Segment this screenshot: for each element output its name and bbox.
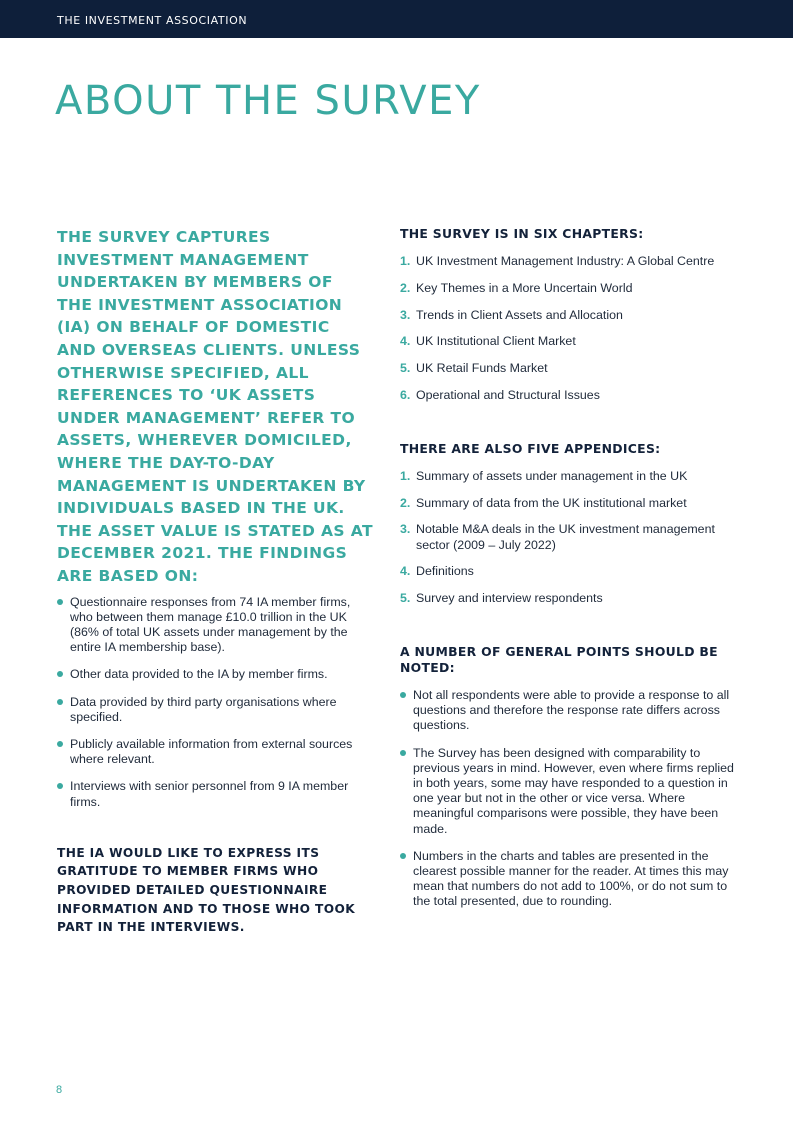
item-number: 2.	[400, 495, 411, 510]
list-item-text: Data provided by third party organisations where specified.	[70, 694, 337, 724]
gratitude-statement: THE IA WOULD LIKE TO EXPRESS ITS GRATITUDE TO MEMBER FIRMS WHO PROVIDED DETAILED QUESTIONNAIRE INFORMATION AND TO THOSE WHO TOOK PART IN THE INTERVIEWS.	[57, 845, 356, 935]
list-item	[400, 522, 740, 552]
list-item	[57, 667, 373, 682]
list-item	[400, 564, 740, 579]
bullet-dot-icon	[400, 853, 406, 859]
appendices-list	[400, 469, 740, 607]
list-item	[400, 388, 740, 403]
findings-sources-list	[57, 595, 373, 810]
spacer	[400, 618, 740, 644]
item-number: 1.	[400, 468, 411, 483]
bullet-dot-icon	[400, 692, 406, 698]
general-points-heading: A NUMBER OF GENERAL POINTS SHOULD BE NOTED:	[400, 643, 718, 675]
item-number: 3.	[400, 522, 411, 537]
list-item-text: Numbers in the charts and tables are presented in the clearest possible manner for the reader. At times this may mean that numbers do not add to 100%, or do not sum to the total presented, due to rounding.	[413, 848, 729, 909]
left-column	[57, 226, 373, 937]
item-text: UK Retail Funds Market	[416, 361, 548, 376]
list-item	[400, 496, 740, 511]
item-text: Operational and Structural Issues	[416, 387, 600, 402]
right-column	[400, 226, 740, 922]
list-item-text: Questionnaire responses from 74 IA member firms, who between them manage £10.0 trillion in the UK (86% of total UK assets under management by the entire IA membership base).	[70, 594, 351, 655]
list-item	[57, 595, 373, 656]
item-number: 3.	[400, 307, 411, 322]
chapters-list	[400, 254, 740, 403]
item-text: UK Investment Management Industry: A Global Centre	[416, 254, 715, 268]
page-number: 8	[56, 1084, 63, 1096]
intro-statement: THE SURVEY CAPTURES INVESTMENT MANAGEMENT UNDERTAKEN BY MEMBERS OF THE INVESTMENT ASSOCIATION (IA) ON BEHALF OF DOMESTIC AND OVERSEAS CLIENTS. UNLESS OTHERWISE SPECIFIED, ALL REFERENCES TO ‘UK ASSETS UNDER MANAGEMENT’ REFER TO ASSETS, WHEREVER DOMICILED, WHERE THE DAY-TO-DAY MANAGEMENT IS UNDERTAKEN BY INDIVIDUALS BASED IN THE UK. THE ASSET VALUE IS STATED AS AT DECEMBER 2021. THE FINDINGS ARE BASED ON:	[57, 228, 373, 585]
list-item	[400, 469, 740, 484]
list-item	[400, 308, 740, 323]
list-item	[400, 334, 740, 349]
list-item	[400, 254, 740, 269]
item-number: 6.	[400, 387, 411, 402]
spacer	[400, 415, 740, 441]
list-item	[400, 746, 740, 837]
general-points-list	[400, 688, 740, 910]
bullet-dot-icon	[57, 783, 63, 789]
list-item	[400, 688, 740, 734]
list-item-text: The Survey has been designed with comparability to previous years in mind. However, even where firms replied in both years, some may have responded to a question in one year but not in the other or vice versa. Where meaningful comparisons were possible, they have been made.	[413, 745, 734, 836]
list-item	[57, 779, 373, 809]
item-text: Summary of data from the UK institutional market	[416, 495, 687, 510]
item-text: UK Institutional Client Market	[416, 334, 576, 349]
list-item	[400, 281, 740, 296]
chapters-heading: THE SURVEY IS IN SIX CHAPTERS:	[400, 226, 644, 241]
page-title: ABOUT THE SURVEY	[55, 78, 481, 124]
list-item	[400, 849, 740, 910]
item-number: 4.	[400, 334, 411, 349]
list-item	[57, 695, 373, 725]
item-number: 2.	[400, 280, 411, 295]
item-text: Survey and interview respondents	[416, 591, 603, 606]
item-text: Key Themes in a More Uncertain World	[416, 280, 633, 295]
item-text: Summary of assets under management in the UK	[416, 468, 688, 483]
list-item-text: Interviews with senior personnel from 9 IA member firms.	[70, 779, 349, 809]
list-item-text: Publicly available information from external sources where relevant.	[70, 736, 353, 767]
list-item-text: Not all respondents were able to provide a response to all questions and therefore the response rate differs across questions.	[413, 687, 730, 733]
bullet-dot-icon	[57, 741, 63, 747]
item-number: 5.	[400, 361, 411, 376]
item-text: Definitions	[416, 564, 474, 579]
item-text: Notable M&A deals in the UK investment management sector (2009 – July 2022)	[416, 522, 715, 552]
list-item-text: Other data provided to the IA by member firms.	[70, 667, 328, 682]
bullet-dot-icon	[57, 671, 63, 677]
item-number: 4.	[400, 564, 411, 579]
bullet-dot-icon	[400, 750, 406, 756]
appendices-heading: THERE ARE ALSO FIVE APPENDICES:	[400, 440, 661, 456]
list-item	[400, 591, 740, 606]
list-item	[400, 361, 740, 376]
item-number: 5.	[400, 591, 411, 606]
list-item	[57, 737, 373, 767]
organization-name: THE INVESTMENT ASSOCIATION	[57, 14, 248, 27]
top-header-bar	[0, 0, 793, 38]
item-text: Trends in Client Assets and Allocation	[416, 307, 623, 322]
item-number: 1.	[400, 254, 411, 268]
bullet-dot-icon	[57, 599, 63, 605]
bullet-dot-icon	[57, 699, 63, 705]
